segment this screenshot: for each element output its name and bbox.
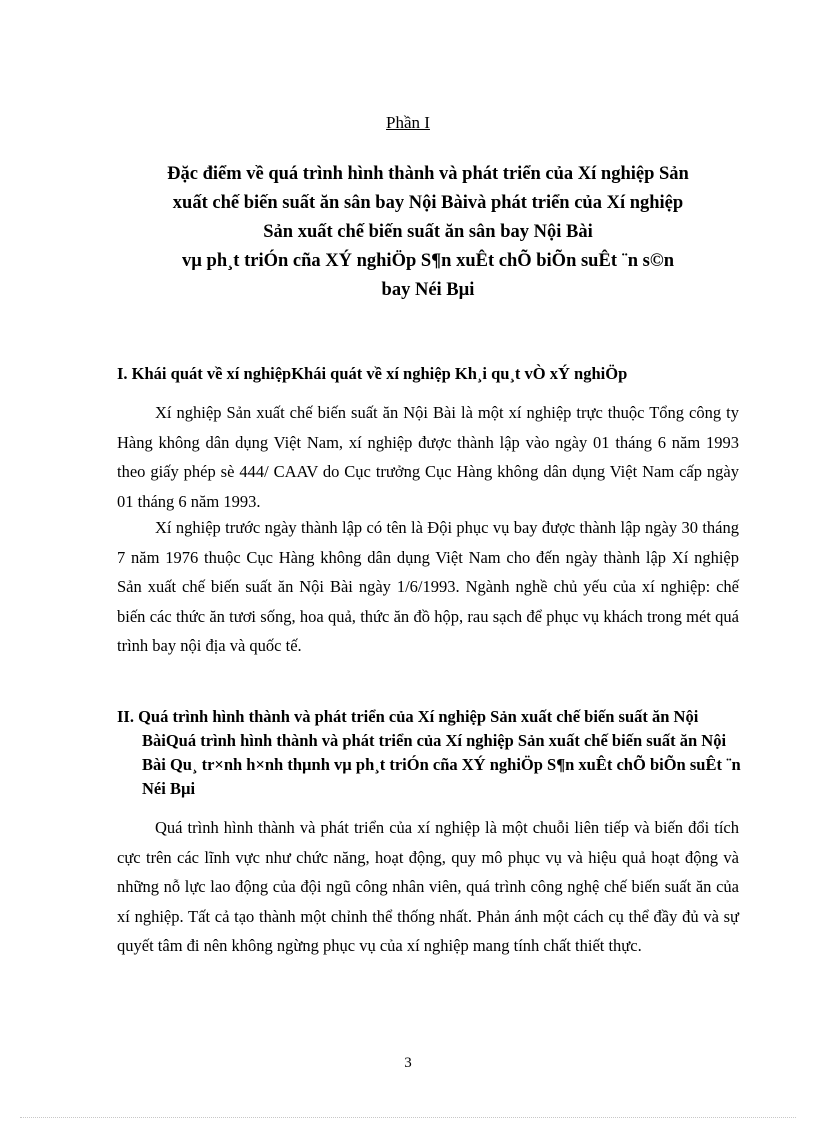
document-title <box>118 160 738 305</box>
section-2-paragraph: Quá trình hình thành và phát triển của xí nghiệp là một chuỗi liên tiếp và biến đổi tích cực trên các lĩnh vực như chức năng, hoạt động, quy mô phục vụ và hiệu quả hoạt động và những nỗ lực lao động của đội ngũ công nhân viên, quá trình công nghệ chế biến suất ăn của xí nghiệp. Tất cả tạo thành một chỉnh thể thống nhất. Phản ánh một cách cụ thể đầy đủ và sự quyết tâm đi nên không ngừng phục vụ của xí nghiệp mang tính chất thiết thực. <box>117 818 739 955</box>
section-1-paragraph: Xí nghiệp trước ngày thành lập có tên là Đội phục vụ bay được thành lập ngày 30 tháng 7 năm 1976 thuộc Cục Hàng không dân dụng Việt Nam cho đến ngày thành lập Xí nghiệp Sản xuất chế biến suất ăn Nội Bài ngày 1/6/1993. Ngành nghề chủ yếu của xí nghiệp: chế biến các thức ăn tươi sống, hoa quả, thức ăn đồ hộp, rau sạch để phục vụ khách trong mét quá trình bay nội địa và quốc tế. <box>117 518 739 655</box>
title-line: xuất chế biến suất ăn sân bay Nội Bàivà phát triển của Xí nghiệp <box>172 193 684 213</box>
title-line: Đặc điểm về quá trình hình thành và phát triển của Xí nghiệp Sản <box>167 164 689 184</box>
title-line: vµ ph¸t triÓn cña XÝ nghiÖp S¶n xuÊt chÕ biÕn suÊt ¨n s©n <box>182 251 674 271</box>
section-1-heading: I. Khái quát về xí nghiệpKhái quát về xí nghiệp Kh¸i qu¸t vÒ xÝ nghiÖp <box>117 364 628 383</box>
page-bottom-divider <box>20 1117 796 1118</box>
part-label: Phần I <box>386 113 430 132</box>
section-2-heading: II. Quá trình hình thành và phát triển của Xí nghiệp Sản xuất chế biến suất ăn Nội BàiQuá trình hình thành và phát triển của Xí nghiệp Sản xuất chế biến suất ăn Nội Bài Qu¸ tr×nh h×nh thµnh vµ ph¸t triÓn cña XÝ nghiÖp S¶n xuÊt chÕ biÕn suÊt ¨n Néi Bµi <box>117 707 741 798</box>
section-1-paragraph: Xí nghiệp Sản xuất chế biến suất ăn Nội Bài là một xí nghiệp trực thuộc Tổng công ty Hàng không dân dụng Việt Nam, xí nghiệp được thành lập vào ngày 01 tháng 6 năm 1993 theo giấy phép sè 444/ CAAV do Cục trưởng Cục Hàng không dân dụng Việt Nam cấp ngày 01 tháng 6 năm 1993. <box>117 403 739 511</box>
title-line: Sản xuất chế biến suất ăn sân bay Nội Bài <box>263 222 593 242</box>
title-line: bay Néi Bµi <box>381 280 475 300</box>
page-number: 3 <box>404 1055 412 1071</box>
